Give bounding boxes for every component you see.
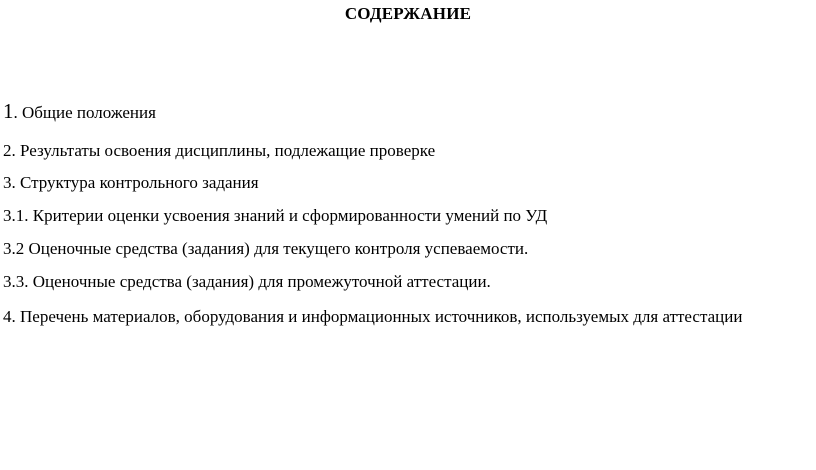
toc-item-3-1: 3.1. Критерии оценки усвоения знаний и сформированности умений по УД — [3, 206, 548, 225]
page-title: СОДЕРЖАНИЕ — [344, 4, 472, 23]
toc-item-1-number: 1 — [3, 99, 14, 123]
toc-item-3-2: 3.2 Оценочные средства (задания) для текущего контроля успеваемости. — [3, 239, 529, 258]
toc-item-4: 4. Перечень материалов, оборудования и информационных источников, используемых для аттестации — [3, 307, 743, 326]
toc-item-3: 3. Структура контрольного задания — [3, 173, 259, 192]
toc-item-1-text: . Общие положения — [13, 103, 156, 122]
toc-item-3-3: 3.3. Оценочные средства (задания) для промежуточной аттестации. — [3, 272, 491, 291]
toc-item-1 — [3, 101, 813, 123]
toc-item-2: 2. Результаты освоения дисциплины, подлежащие проверке — [3, 141, 436, 160]
